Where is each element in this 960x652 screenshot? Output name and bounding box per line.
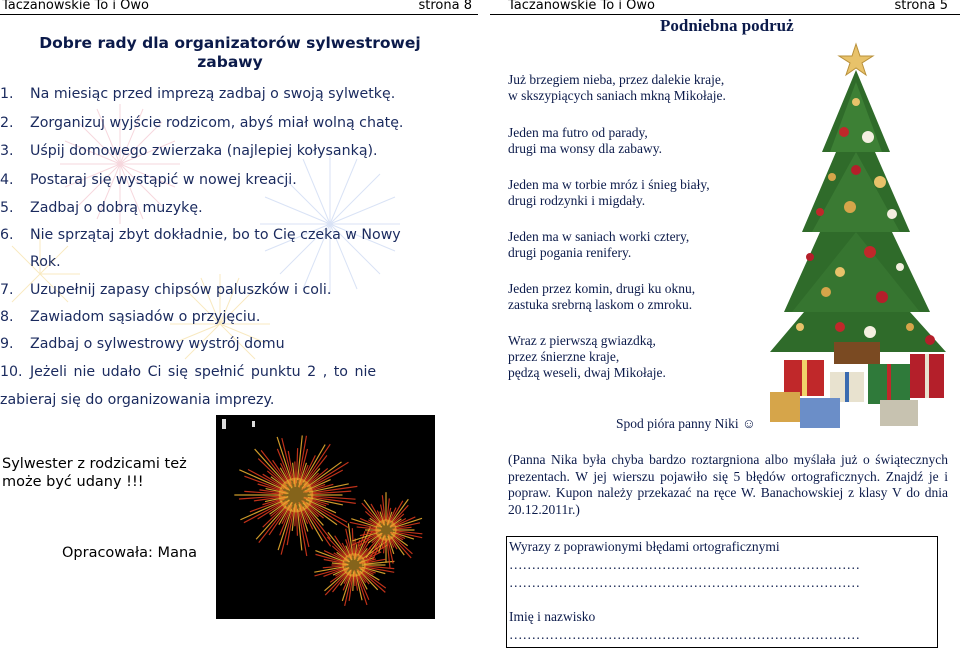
poem-line: Jeden ma w saniach worki cztery, <box>508 229 690 244</box>
stanza <box>508 229 768 261</box>
item-text: Zadbaj o sylwestrowy wystrój domu <box>30 336 285 352</box>
author-credit: Opracowała: Mana <box>62 545 198 561</box>
poem-line: Jeden ma w torbie mróz i śnieg biały, <box>508 177 710 192</box>
stanza <box>508 72 768 104</box>
poem-line: Jeden przez komin, drugi ku oknu, <box>508 281 696 296</box>
caption-line1: Sylwester z rodzicami też <box>2 456 187 472</box>
item-text: Nie sprzątaj zbyt dokładnie, bo to Cię czeka w Nowy <box>30 227 401 243</box>
advice-heading <box>30 34 430 72</box>
poem-signature: Spod pióra panny Niki ☺ <box>616 416 756 431</box>
item-number: 4. <box>0 172 14 188</box>
contest-note: (Panna Nika była chyba bardzo roztargniona albo myślała już o świątecznych prezentach. W jej wierszu pojawiło się 5 błędów ortograficznych. Znajdź je i popraw. Kupon należy przekazać na ręce W. Banachowskiej z klasy V do dnia 20.12.2011r.) <box>508 452 948 517</box>
item-text: Zorganizuj wyjście rodzicom, abyś miał wolną chatę. <box>30 115 404 131</box>
poem-line: w skszypiących saniach mkną Mikołaje. <box>508 88 726 103</box>
poem-line: zastuka srebrną laskom o zmroku. <box>508 297 693 312</box>
left-page-header <box>0 0 478 15</box>
photo-caption <box>2 455 212 491</box>
answer-line-1[interactable]: …………………………………………………………………… <box>509 557 860 572</box>
poem-line: drugi rodzynki i migdały. <box>508 193 646 208</box>
item-text: Zawiadom sąsiadów o przyjęciu. <box>30 309 261 325</box>
right-page <box>490 0 960 652</box>
item-number: 8. <box>0 309 14 325</box>
item-text: Uśpij domowego zwierzaka (najlepiej kołysanką). <box>30 143 378 159</box>
poem-title-text: Podniebna podruż <box>660 16 794 35</box>
item-number: 1. <box>0 86 14 102</box>
header-title: Taczanowskie To i Owo <box>2 0 149 13</box>
item-text: Jeżeli nie udało Ci się spełnić punktu 2 , to nie <box>30 364 377 380</box>
poem-line: Już brzegiem nieba, przez dalekie kraje, <box>508 72 725 87</box>
item-text: Postaraj się wystąpić w nowej kreacji. <box>30 172 297 188</box>
fireworks-photo <box>216 415 435 619</box>
item-number: 6. <box>0 227 14 243</box>
christmas-tree-image <box>770 42 956 438</box>
answer-label: Wyrazy z poprawionymi błędami ortograficznymi <box>509 539 780 554</box>
stanza <box>508 281 768 313</box>
poem-line: przez śnierzne kraje, <box>508 349 620 364</box>
name-label: Imię i nazwisko <box>509 609 596 624</box>
header-title: Taczanowskie To i Owo <box>508 0 655 13</box>
page-number: strona 8 <box>418 0 472 13</box>
item-number: 2. <box>0 115 14 131</box>
item-text: zabieraj się do organizowania imprezy. <box>0 392 275 408</box>
stanza <box>508 125 768 157</box>
stanza <box>508 333 768 381</box>
advice-heading-line1: Dobre rady dla organizatorów sylwestrowej <box>39 34 421 52</box>
poem-line: drugi pogania renifery. <box>508 245 632 260</box>
advice-heading-line2: zabawy <box>197 53 263 71</box>
item-number: 3. <box>0 143 14 159</box>
poem-line: drugi ma wonsy dla zabawy. <box>508 141 662 156</box>
item-text: Zadbaj o dobrą muzykę. <box>30 200 203 216</box>
poem-line: Wraz z pierwszą gwiazdką, <box>508 333 656 348</box>
item-number: 10. <box>0 364 23 380</box>
stanza <box>508 177 768 209</box>
poem-line: pędzą weseli, dwaj Mikołaje. <box>508 365 666 380</box>
item-number: 7. <box>0 282 14 298</box>
caption-line2: może być udany !!! <box>2 474 144 490</box>
item-number: 5. <box>0 200 14 216</box>
answer-coupon <box>506 536 938 648</box>
item-text: Rok. <box>30 254 61 270</box>
item-text: Uzupełnij zapasy chipsów paluszków i coli. <box>30 282 332 298</box>
name-line[interactable]: …………………………………………………………………… <box>509 627 860 642</box>
item-number: 9. <box>0 336 14 352</box>
answer-line-2[interactable]: …………………………………………………………………… <box>509 575 860 590</box>
item-text: Na miesiąc przed imprezą zadbaj o swoją sylwetkę. <box>30 86 396 102</box>
page-number: strona 5 <box>894 0 948 13</box>
poem-line: Jeden ma futro od parady, <box>508 125 648 140</box>
left-page <box>0 0 478 652</box>
right-page-header <box>490 0 960 15</box>
